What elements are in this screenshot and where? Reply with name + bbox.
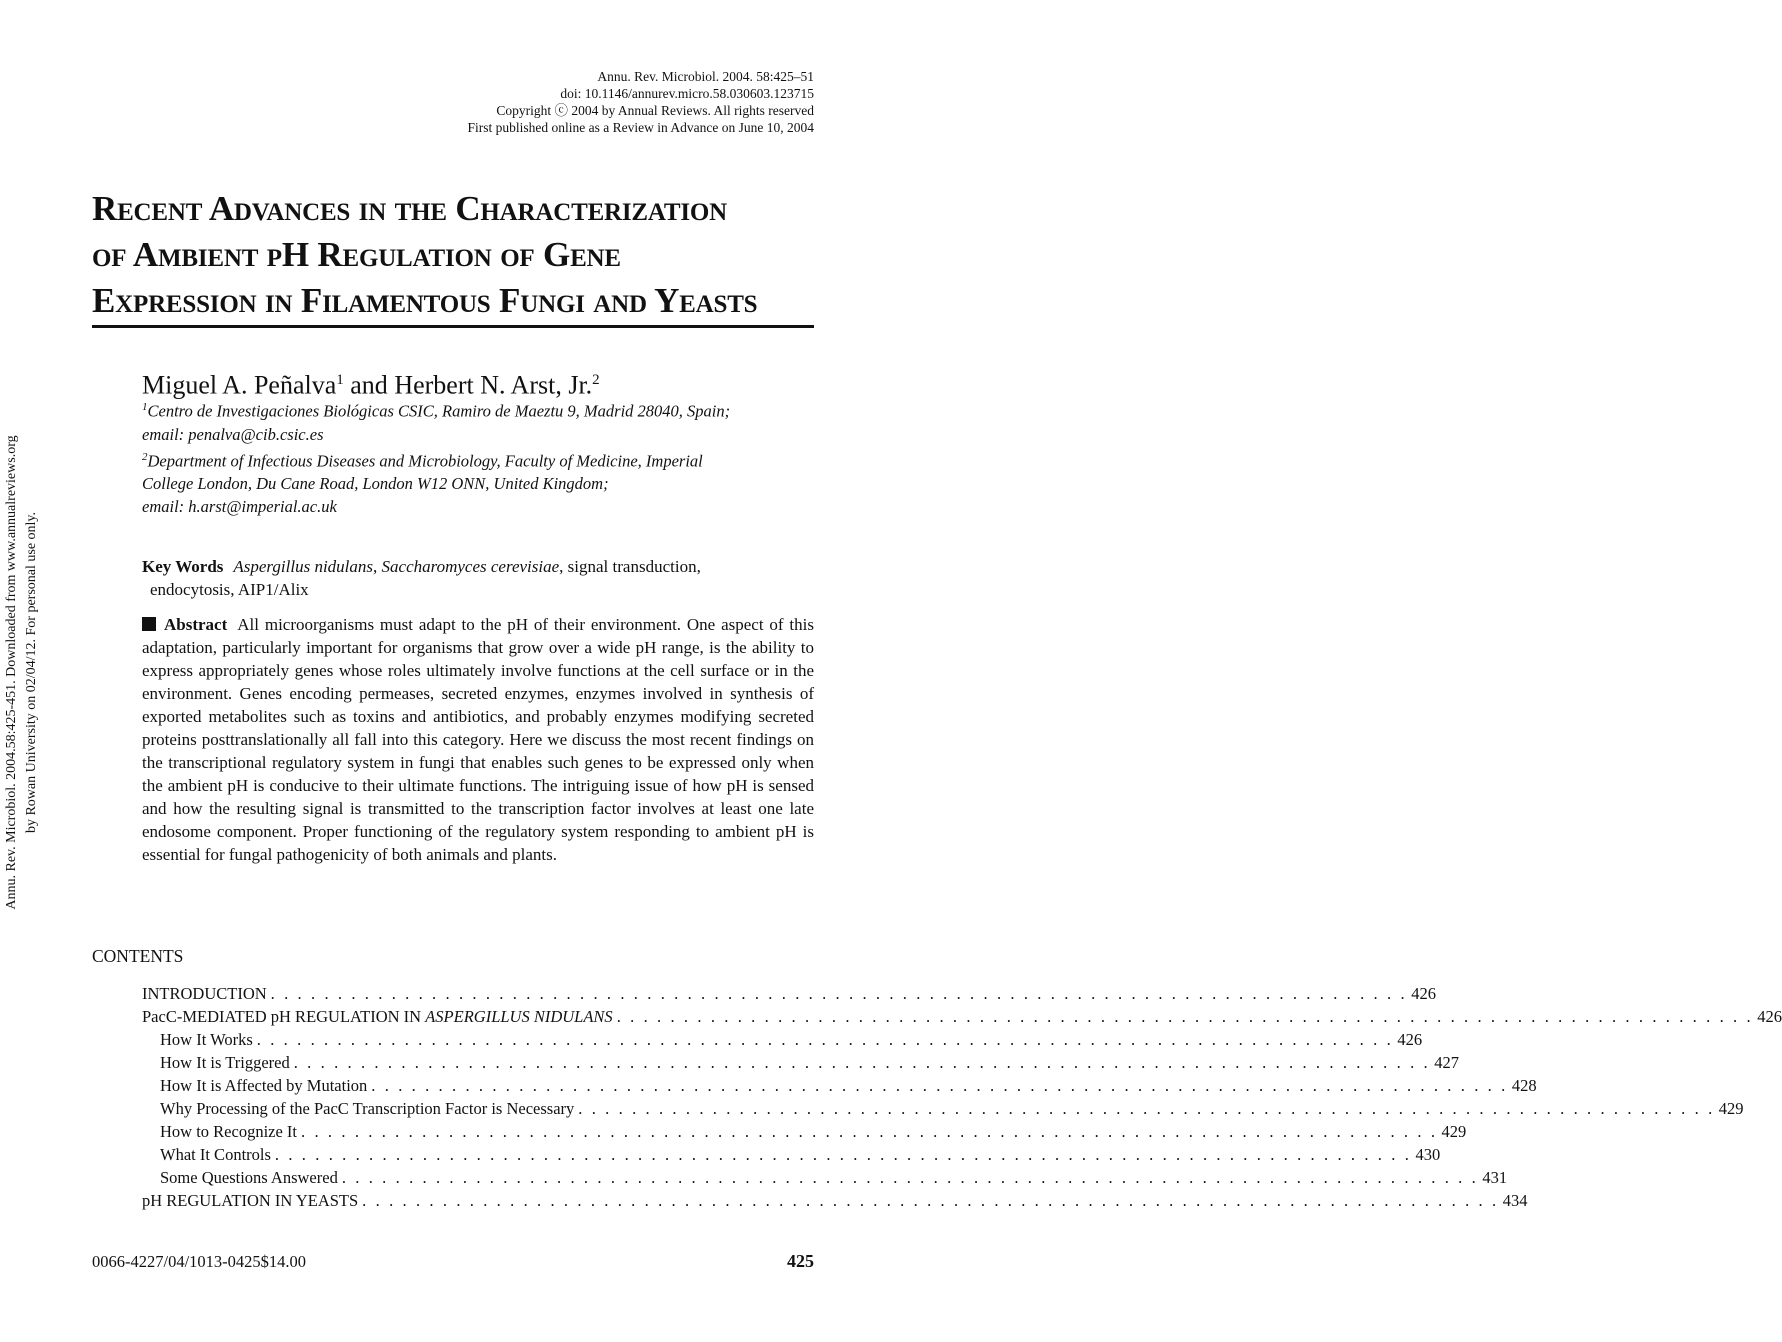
abstract-label: Abstract bbox=[164, 615, 228, 634]
toc-entry-why-processing[interactable] bbox=[142, 1097, 1744, 1120]
toc-entry-page: 428 bbox=[1511, 1076, 1537, 1095]
published-online-line: First published online as a Review in Advance on June 10, 2004 bbox=[467, 120, 814, 135]
affiliation-2-email: email: h.arst@imperial.ac.uk bbox=[142, 497, 337, 516]
author1-affil-mark: 1 bbox=[336, 372, 344, 388]
keywords-rest: , signal transduction, bbox=[559, 557, 701, 576]
toc-entry-title bbox=[142, 1005, 613, 1028]
key-words-label: Key Words bbox=[142, 557, 224, 576]
toc-entry-page: 431 bbox=[1482, 1168, 1508, 1187]
citation-line: Annu. Rev. Microbiol. 2004. 58:425–51 bbox=[597, 69, 814, 84]
download-notice-line1: Annu. Rev. Microbiol. 2004.58:425-451. Downloaded from www.annualreviews.org bbox=[4, 435, 19, 910]
toc-entry-title: pH REGULATION IN YEASTS bbox=[142, 1191, 359, 1210]
toc-leader-dots: . . . . . . . . . . . . . . . . . . . . . . . . . . . . . . . . . . . . . . . . . . . . . . . . . . . . . . . . . . . . . . . . . . . . . . . . . . . . . . . . . . . . . bbox=[578, 1099, 1715, 1118]
affiliation-1-mark: 1 bbox=[142, 401, 148, 413]
toc-leader-dots: . . . . . . . . . . . . . . . . . . . . . . . . . . . . . . . . . . . . . . . . . . . . . . . . . . . . . . . . . . . . . . . . . . . . . . . . . . . . . . . . . . . . . bbox=[301, 1122, 1438, 1141]
toc-entry-title: How It is Triggered bbox=[160, 1053, 290, 1072]
issn-price-code: 0066-4227/04/1013-0425$14.00 bbox=[92, 1252, 307, 1271]
key-words-line2: endocytosis, AIP1/Alix bbox=[150, 580, 309, 599]
toc-entry-title: How to Recognize It bbox=[160, 1122, 298, 1141]
abstract bbox=[142, 613, 814, 866]
toc-entry-page: 426 bbox=[1757, 1007, 1782, 1026]
author-penalva: Miguel A. Peñalva bbox=[142, 370, 337, 400]
toc-entry-title-italic: ASPERGILLUS NIDULANS bbox=[425, 1007, 613, 1026]
doi-line: doi: 10.1146/annurev.micro.58.030603.123715 bbox=[560, 86, 814, 101]
toc-entry-page: 429 bbox=[1441, 1122, 1467, 1141]
toc-entry-page: 426 bbox=[1397, 1030, 1423, 1049]
affiliation-1-text: Centro de Investigaciones Biológicas CSIC, Ramiro de Maeztu 9, Madrid 28040, Spain; bbox=[147, 401, 731, 421]
download-notice-sidebar bbox=[2, 385, 44, 960]
toc-leader-dots: . . . . . . . . . . . . . . . . . . . . . . . . . . . . . . . . . . . . . . . . . . . . . . . . . . . . . . . . . . . . . . . . . . . . . . . . . . . . . . . . . . . . . bbox=[270, 984, 1408, 1003]
toc-entry-pacc-mediated[interactable] bbox=[142, 1005, 1782, 1028]
affiliations bbox=[142, 396, 832, 518]
title-line2: of Ambient pH Regulation of Gene bbox=[92, 235, 621, 274]
toc-leader-dots: . . . . . . . . . . . . . . . . . . . . . . . . . . . . . . . . . . . . . . . . . . . . . . . . . . . . . . . . . . . . . . . . . . . . . . . . . . . . . . . . . . . . . bbox=[371, 1076, 1508, 1095]
toc-entry-introduction[interactable] bbox=[142, 982, 1436, 1005]
key-words bbox=[142, 555, 814, 601]
keyword-aspergillus: Aspergillus nidulans bbox=[233, 557, 374, 576]
download-notice-line2: by Rowan University on 02/04/12. For personal use only. bbox=[24, 511, 39, 834]
toc-entry-title: INTRODUCTION bbox=[142, 984, 267, 1003]
toc-leader-dots: . . . . . . . . . . . . . . . . . . . . . . . . . . . . . . . . . . . . . . . . . . . . . . . . . . . . . . . . . . . . . . . . . . . . . . . . . . . . . . . . . . . . . bbox=[341, 1168, 1479, 1187]
download-notice-text bbox=[2, 385, 42, 960]
toc-entry-how-it-works[interactable] bbox=[142, 1028, 1423, 1051]
copyright-line: Copyright ⓒ 2004 by Annual Reviews. All rights reserved bbox=[496, 103, 814, 118]
toc-leader-dots: . . . . . . . . . . . . . . . . . . . . . . . . . . . . . . . . . . . . . . . . . . . . . . . . . . . . . . . . . . . . . . . . . . . . . . . . . . . . . . . . . . . . . bbox=[293, 1053, 1431, 1072]
affiliation-2-line2: College London, Du Cane Road, London W12 ONN, United Kingdom; bbox=[142, 474, 609, 493]
toc-entry-title: What It Controls bbox=[160, 1145, 271, 1164]
author-connector: and bbox=[343, 370, 395, 400]
abstract-text: All microorganisms must adapt to the pH of their environment. One aspect of this adaptation, particularly important for organisms that grow over a wide pH range, is the ability to express appropriately genes whose roles ultimately involve functions at the cell surface or in the environment. Genes encoding permeases, secreted enzymes, enzymes involved in synthesis of exported metabolites such as toxins and antibiotics, and probably enzymes modifying secreted proteins posttranslationally all fall into this category. Here we discuss the most recent findings on the transcriptional regulatory system in fungi that enables such genes to be expressed only when the ambient pH is conducive to their ultimate functions. The intriguing issue of how pH is sensed and how the resulting signal is transmitted to the transcription factor involves at least one late endosome component. Proper functioning of the regulatory system responding to ambient pH is essential for fungal pathogenicity of both animals and plants. bbox=[142, 615, 814, 864]
toc-entry-page: 430 bbox=[1415, 1145, 1441, 1164]
toc-leader-dots: . . . . . . . . . . . . . . . . . . . . . . . . . . . . . . . . . . . . . . . . . . . . . . . . . . . . . . . . . . . . . . . . . . . . . . . . . . . . . . . . . . . . . bbox=[274, 1145, 1412, 1164]
toc-entry-title: How It Works bbox=[160, 1030, 253, 1049]
title-rule bbox=[92, 325, 814, 328]
affiliation-1-line1 bbox=[142, 396, 832, 423]
article-title bbox=[92, 186, 814, 324]
toc-entry-title: Some Questions Answered bbox=[160, 1168, 338, 1187]
keyword-separator: , bbox=[373, 557, 382, 576]
affiliation-2-text: Department of Infectious Diseases and Microbiology, Faculty of Medicine, Imperial bbox=[147, 451, 703, 470]
toc-leader-dots: . . . . . . . . . . . . . . . . . . . . . . . . . . . . . . . . . . . . . . . . . . . . . . . . . . . . . . . . . . . . . . . . . . . . . . . . . . . . . . . . . . . . . bbox=[616, 1007, 1754, 1026]
table-of-contents bbox=[142, 982, 1782, 1212]
toc-entry-title-roman: PacC-MEDIATED pH REGULATION IN bbox=[142, 1007, 426, 1026]
toc-entry-questions-answered[interactable] bbox=[142, 1166, 1508, 1189]
author-arst: Herbert N. Arst, Jr. bbox=[394, 370, 593, 400]
toc-leader-dots: . . . . . . . . . . . . . . . . . . . . . . . . . . . . . . . . . . . . . . . . . . . . . . . . . . . . . . . . . . . . . . . . . . . . . . . . . . . . . . . . . . . . . bbox=[256, 1030, 1394, 1049]
abstract-square-bullet bbox=[142, 617, 156, 631]
toc-entry-ph-regulation-yeasts[interactable] bbox=[142, 1189, 1528, 1212]
toc-entry-affected-by-mutation[interactable] bbox=[142, 1074, 1537, 1097]
toc-entry-page: 427 bbox=[1434, 1053, 1459, 1072]
toc-leader-dots: . . . . . . . . . . . . . . . . . . . . . . . . . . . . . . . . . . . . . . . . . . . . . . . . . . . . . . . . . . . . . . . . . . . . . . . . . . . . . . . . . . . . . bbox=[362, 1191, 1499, 1210]
keyword-saccharomyces: Saccharomyces cerevisiae bbox=[381, 557, 560, 576]
page-number: 425 bbox=[787, 1251, 814, 1271]
title-line3: Expression in Filamentous Fungi and Yeasts bbox=[92, 281, 758, 320]
key-words-line1 bbox=[142, 555, 814, 578]
toc-entry-title: Why Processing of the PacC Transcription Factor is Necessary bbox=[160, 1099, 575, 1118]
toc-entry-how-to-recognize[interactable] bbox=[142, 1120, 1467, 1143]
title-line1: Recent Advances in the Characterization bbox=[92, 189, 728, 228]
journal-metadata bbox=[468, 68, 814, 136]
toc-entry-what-it-controls[interactable] bbox=[142, 1143, 1441, 1166]
toc-entry-page: 434 bbox=[1502, 1191, 1528, 1210]
toc-entry-page: 429 bbox=[1718, 1099, 1744, 1118]
toc-entry-title: How It is Affected by Mutation bbox=[160, 1076, 368, 1095]
toc-entry-how-it-is-triggered[interactable] bbox=[142, 1051, 1459, 1074]
toc-entry-page: 426 bbox=[1411, 984, 1436, 1003]
contents-heading: CONTENTS bbox=[92, 946, 184, 966]
affiliation-2-mark: 2 bbox=[142, 450, 148, 463]
author2-affil-mark: 2 bbox=[592, 372, 600, 388]
affiliation-1-email: email: penalva@cib.csic.es bbox=[142, 424, 324, 444]
affiliation-2-line1 bbox=[142, 446, 832, 473]
